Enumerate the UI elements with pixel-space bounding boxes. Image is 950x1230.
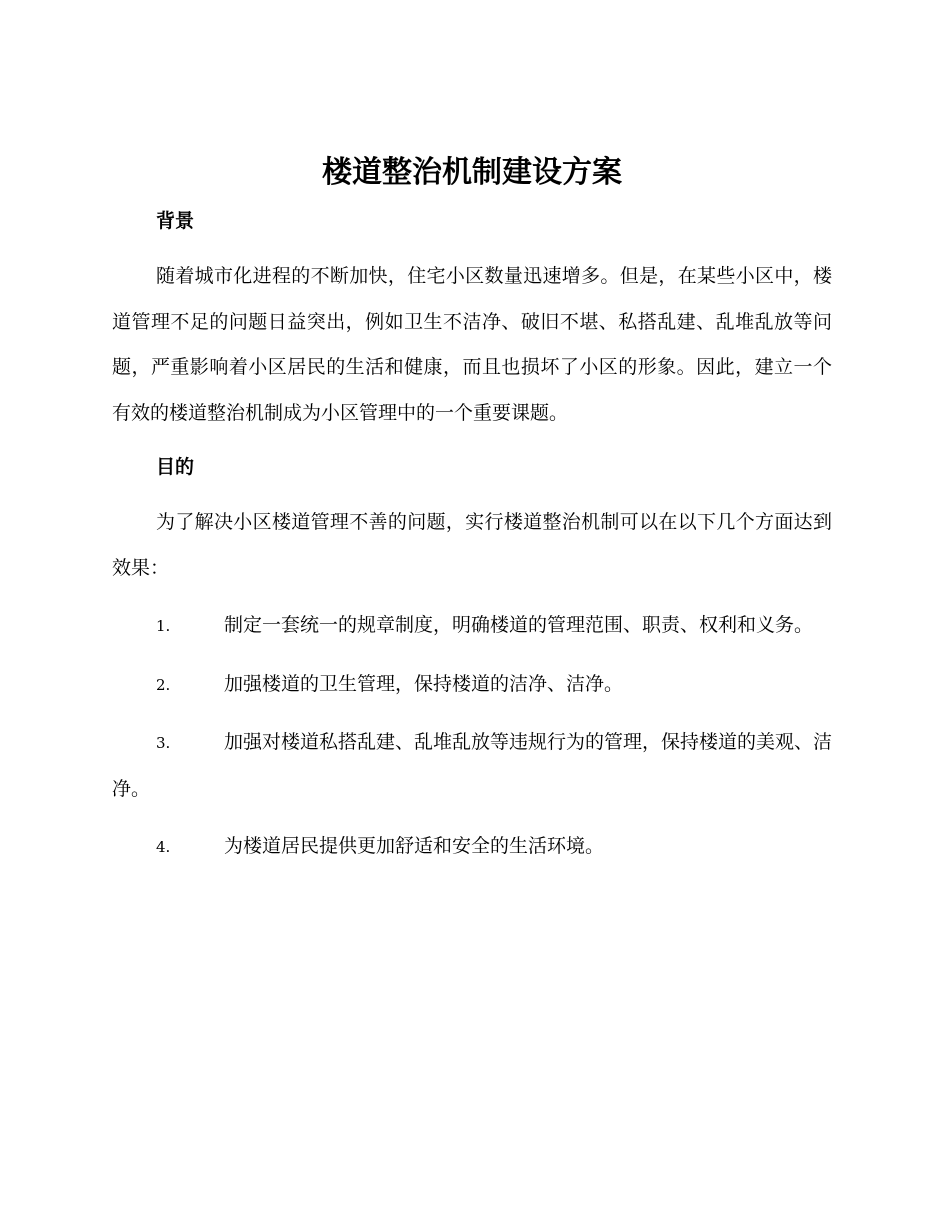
- purpose-paragraph: 为了解决小区楼道管理不善的问题，实行楼道整治机制可以在以下几个方面达到效果：: [112, 511, 832, 579]
- list-item-text: 加强楼道的卫生管理，保持楼道的洁净、洁净。: [224, 672, 624, 695]
- list-item-text: 加强对楼道私搭乱建、乱堆乱放等违规行为的管理，保持楼道的美观、洁净。: [112, 731, 833, 800]
- background-paragraph: 随着城市化进程的不断加快，住宅小区数量迅速增多。但是，在某些小区中，楼道管理不足的问题日益突出，例如卫生不洁净、破旧不堪、私搭乱建、乱堆乱放等问题，严重影响着小区居民的生活和健康，而且也损坏了小区的形象。因此，建立一个有效的楼道整治机制成为小区管理中的一个重要课题。: [112, 265, 832, 424]
- document-title: 楼道整治机制建设方案: [322, 155, 622, 190]
- list-item-number: 3.: [156, 734, 171, 752]
- list-item: [112, 603, 832, 650]
- list-item-number: 4.: [156, 838, 171, 856]
- section-heading-purpose: 目的: [156, 456, 195, 478]
- document-body: [112, 148, 832, 871]
- list-item-number: 1.: [156, 617, 171, 635]
- list-item-text: 为楼道居民提供更加舒适和安全的生活环境。: [224, 835, 605, 857]
- list-item: [112, 824, 832, 871]
- purpose-list: [112, 603, 832, 871]
- list-item-number: 2.: [156, 675, 171, 694]
- list-item-text: 制定一套统一的规章制度，明确楼道的管理范围、职责、权利和义务。: [224, 614, 814, 636]
- list-item: [112, 720, 832, 812]
- list-item: [112, 662, 832, 709]
- section-heading-background: 背景: [156, 210, 195, 232]
